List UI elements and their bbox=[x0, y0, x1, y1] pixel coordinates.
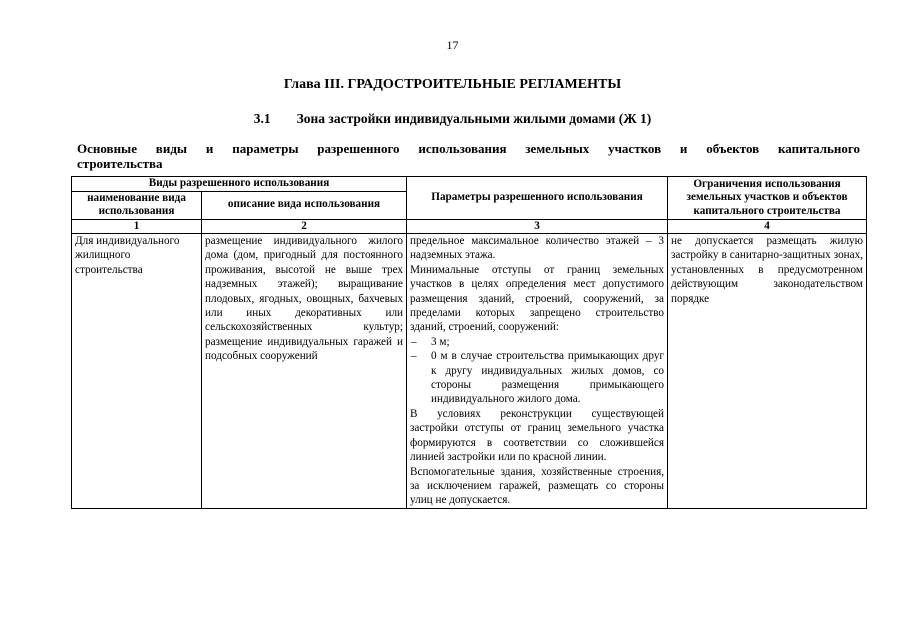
column-number: 1 bbox=[72, 219, 202, 234]
section-heading bbox=[0, 111, 905, 127]
table-caption-line-2: строительства bbox=[77, 156, 163, 171]
restrictions-cell: не допускается размещать жилую застройку в санитарно-защитных зонах, установленных в предусмотренном действующим законодательством порядке bbox=[668, 234, 867, 509]
table-header-row bbox=[72, 177, 867, 192]
regulations-table bbox=[71, 176, 867, 509]
params-auxiliary-buildings: Вспомогательные здания, хозяйственные строения, за исключением гаражей, размещать со стороны улиц не допускается. bbox=[410, 465, 665, 507]
table-caption-line-1: Основные виды и параметры разрешенного использования земельных участков и объектов капитального bbox=[77, 141, 860, 156]
column-number: 2 bbox=[202, 219, 407, 234]
params-setbacks: Минимальные отступы от границ земельных участков в целях определения мест допустимого размещения зданий, строений, сооружений, за пределами которых запрещено строительство зданий, строений, сооружений: bbox=[410, 263, 665, 334]
setback-list bbox=[410, 335, 664, 407]
header-use-description: описание вида использования bbox=[202, 191, 407, 219]
use-name-cell: Для индивидуального жилищного строительства bbox=[72, 234, 202, 509]
section-number: 3.1 bbox=[253, 111, 271, 126]
list-item: – 3 м; bbox=[410, 335, 664, 349]
params-cell bbox=[407, 234, 668, 509]
column-numbers-row bbox=[72, 219, 867, 234]
column-number: 4 bbox=[668, 219, 867, 234]
params-reconstruction: В условиях реконструкции существующей застройки отступы от границ земельного участка формируются в соответствии со сложившейся линией застройки или по красной линии. bbox=[410, 407, 665, 464]
column-number: 3 bbox=[407, 219, 668, 234]
use-description-cell: размещение индивидуального жилого дома (дом, пригодный для постоянного проживания, высотой не выше трех надземных этажей); выращивание плодовых, ягодных, овощных, бахчевых или иных декоративных или сельскохозяйственных культур; размещение индивидуальных гаражей и подсобных сооружений bbox=[202, 234, 407, 509]
table-row bbox=[72, 234, 867, 509]
header-use-name: наименование вида использования bbox=[72, 191, 202, 219]
header-group-label: Виды разрешенного использования bbox=[72, 177, 407, 192]
header-params: Параметры разрешенного использования bbox=[407, 177, 668, 220]
section-title: Зона застройки индивидуальными жилыми домами (Ж 1) bbox=[296, 111, 652, 126]
chapter-title: Глава III. ГРАДОСТРОИТЕЛЬНЫЕ РЕГЛАМЕНТЫ bbox=[283, 77, 622, 92]
params-max-floors: предельное максимальное количество этажей – 3 надземных этажа. bbox=[410, 235, 665, 262]
list-item: – 0 м в случае строительства примыкающих друг к другу индивидуальных жилых домов, со стороны размещения примыкающего индивидуального жилого дома. bbox=[410, 349, 664, 407]
page-number: 17 bbox=[446, 38, 459, 52]
header-restrictions: Ограничения использования земельных участков и объектов капитального строительства bbox=[668, 177, 867, 220]
